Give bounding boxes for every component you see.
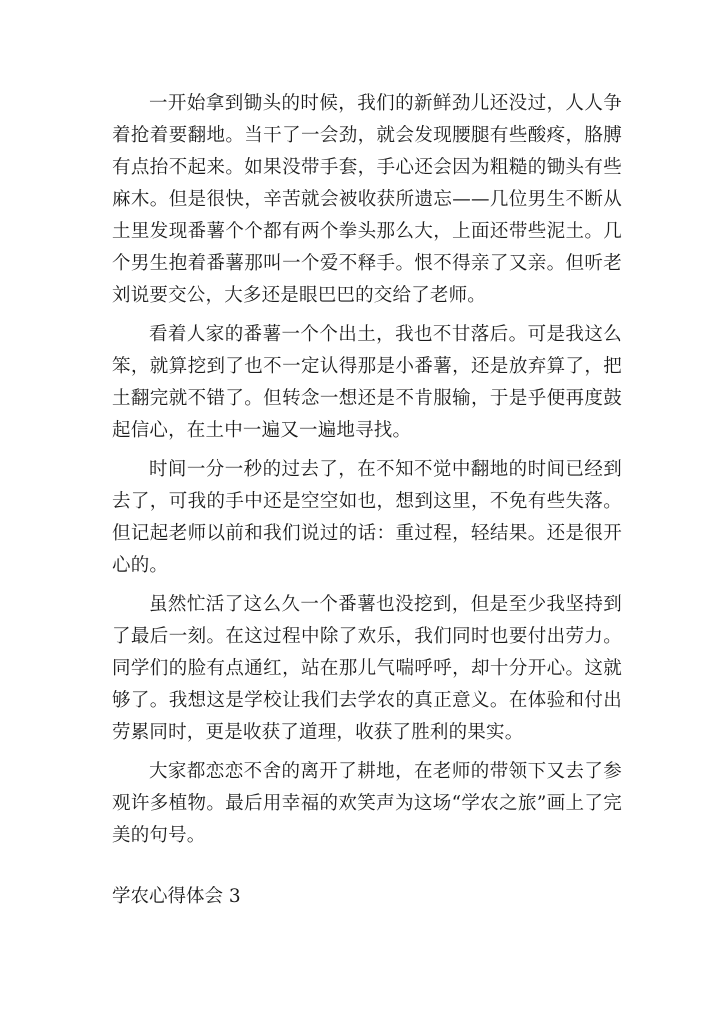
paragraph-2: 看着人家的番薯一个个出土，我也不甘落后。可是我这么笨，就算挖到了也不一定认得那是小番薯，还是放弃算了，把土翻完就不错了。但转念一想还是不肯服输，于是乎便再度鼓起信心，在土中一遍又一遍地寻找。 [112, 324, 622, 441]
paragraph-3: 时间一分一秒的过去了，在不知不觉中翻地的时间已经到去了，可我的手中还是空空如也，想到这里，不免有些失落。但记起老师以前和我们说过的话：重过程，轻结果。还是很开心的。 [112, 459, 622, 576]
document-body [112, 88, 622, 852]
paragraph-4: 虽然忙活了这么久一个番薯也没挖到，但是至少我坚持到了最后一刻。在这过程中除了欢乐，我们同时也要付出劳力。同学们的脸有点通红，站在那儿气喘呼呼，却十分开心。这就够了。我想这是学校让我们去学农的真正意义。在体验和付出劳累同时，更是收获了道理，收获了胜利的果实。 [112, 594, 622, 743]
paragraph-1: 一开始拿到锄头的时候，我们的新鲜劲儿还没过，人人争着抢着要翻地。当干了一会劲，就会发现腰腿有些酸疼，胳膊有点抬不起来。如果没带手套，手心还会因为粗糙的锄头有些麻木。但是很快，辛苦就会被收获所遗忘——几位男生不断从土里发现番薯个个都有两个拳头那么大，上面还带些泥土。几个男生抱着番薯那叫一个爱不释手。恨不得亲了又亲。但听老刘说要交公，大多还是眼巴巴的交给了老师。 [112, 93, 622, 306]
paragraph-5: 大家都恋恋不舍的离开了耕地，在老师的带领下又去了参观许多植物。最后用幸福的欢笑声为这场“学农之旅”画上了完美的句号。 [112, 761, 622, 846]
section-heading: 学农心得体会 3 [112, 886, 241, 907]
